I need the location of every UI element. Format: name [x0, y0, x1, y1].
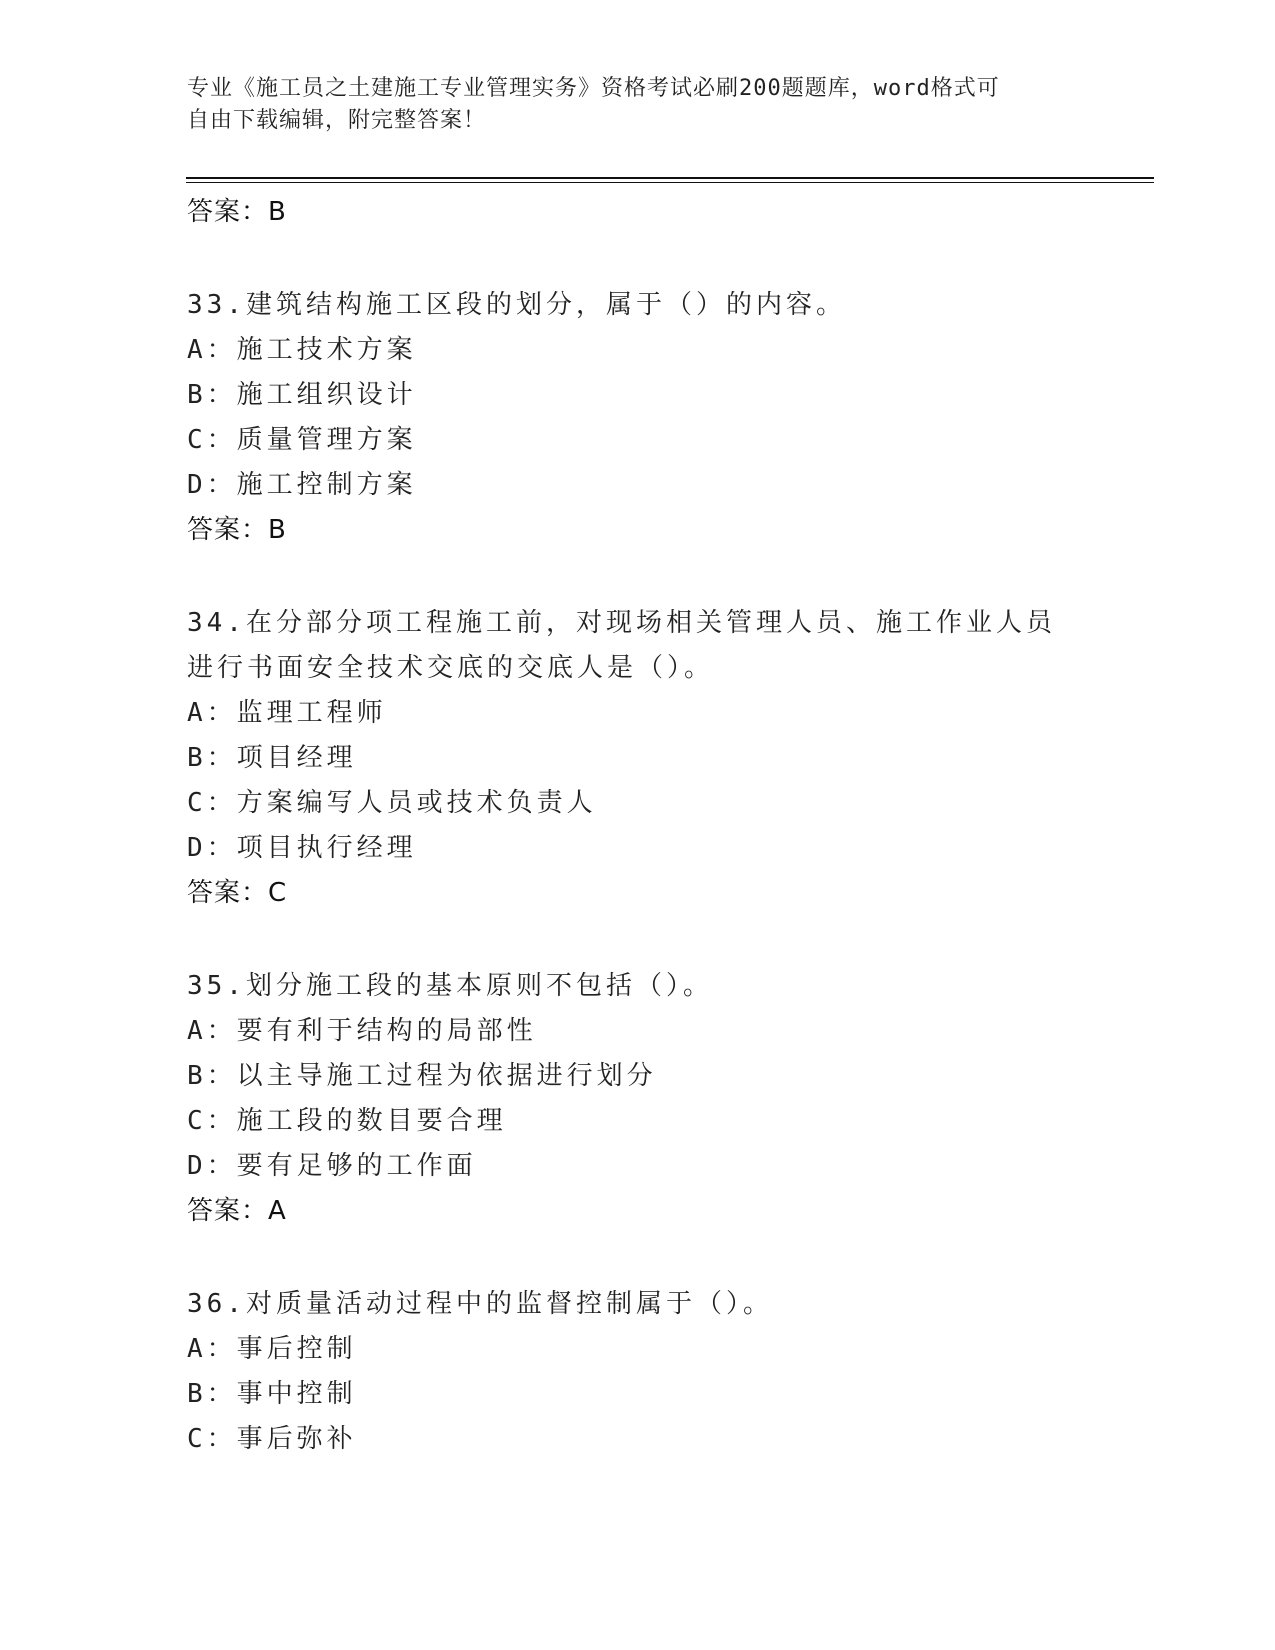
- option-c: C：事后弥补: [187, 1424, 357, 1454]
- previous-answer: 答案：B: [187, 197, 287, 227]
- option-c: C：施工段的数目要合理: [187, 1106, 507, 1136]
- option-b: B：以主导施工过程为依据进行划分: [187, 1061, 657, 1091]
- question-block-36: [187, 1282, 1147, 1462]
- option-b: B：施工组织设计: [187, 380, 417, 410]
- question-stem: 33.建筑结构施工区段的划分，属于（）的内容。: [187, 290, 846, 320]
- option-c: C：方案编写人员或技术负责人: [187, 788, 597, 818]
- option-d: D：施工控制方案: [187, 470, 417, 500]
- option-a: A：监理工程师: [187, 698, 387, 728]
- option-d: D：要有足够的工作面: [187, 1151, 477, 1181]
- option-a: A：要有利于结构的局部性: [187, 1016, 537, 1046]
- question-stem: 36.对质量活动过程中的监督控制属于（）。: [187, 1289, 773, 1319]
- question-list: [187, 190, 1147, 1462]
- option-b: B：事中控制: [187, 1379, 357, 1409]
- answer: 答案：A: [187, 1196, 287, 1226]
- option-c: C：质量管理方案: [187, 425, 417, 455]
- header-divider-thick: [186, 177, 1154, 179]
- document-header: [187, 73, 1087, 137]
- answer: 答案：B: [187, 515, 287, 545]
- option-d: D：项目执行经理: [187, 833, 417, 863]
- option-b: B：项目经理: [187, 743, 357, 773]
- question-block-34: [187, 601, 1147, 915]
- option-a: A：事后控制: [187, 1334, 357, 1364]
- option-a: A：施工技术方案: [187, 335, 417, 365]
- question-block-35: [187, 964, 1147, 1233]
- question-stem: 34.在分部分项工程施工前，对现场相关管理人员、施工作业人员进行书面安全技术交底的交底人是（）。: [187, 608, 1056, 683]
- header-divider-thin: [186, 182, 1154, 183]
- header-line-2: 自由下载编辑，附完整答案！: [187, 108, 487, 133]
- answer: 答案：C: [187, 878, 288, 908]
- header-line-1: 专业《施工员之土建施工专业管理实务》资格考试必刷200题题库，word格式可: [187, 76, 1000, 101]
- question-stem: 35.划分施工段的基本原则不包括（）。: [187, 971, 713, 1001]
- question-block-33: [187, 283, 1147, 552]
